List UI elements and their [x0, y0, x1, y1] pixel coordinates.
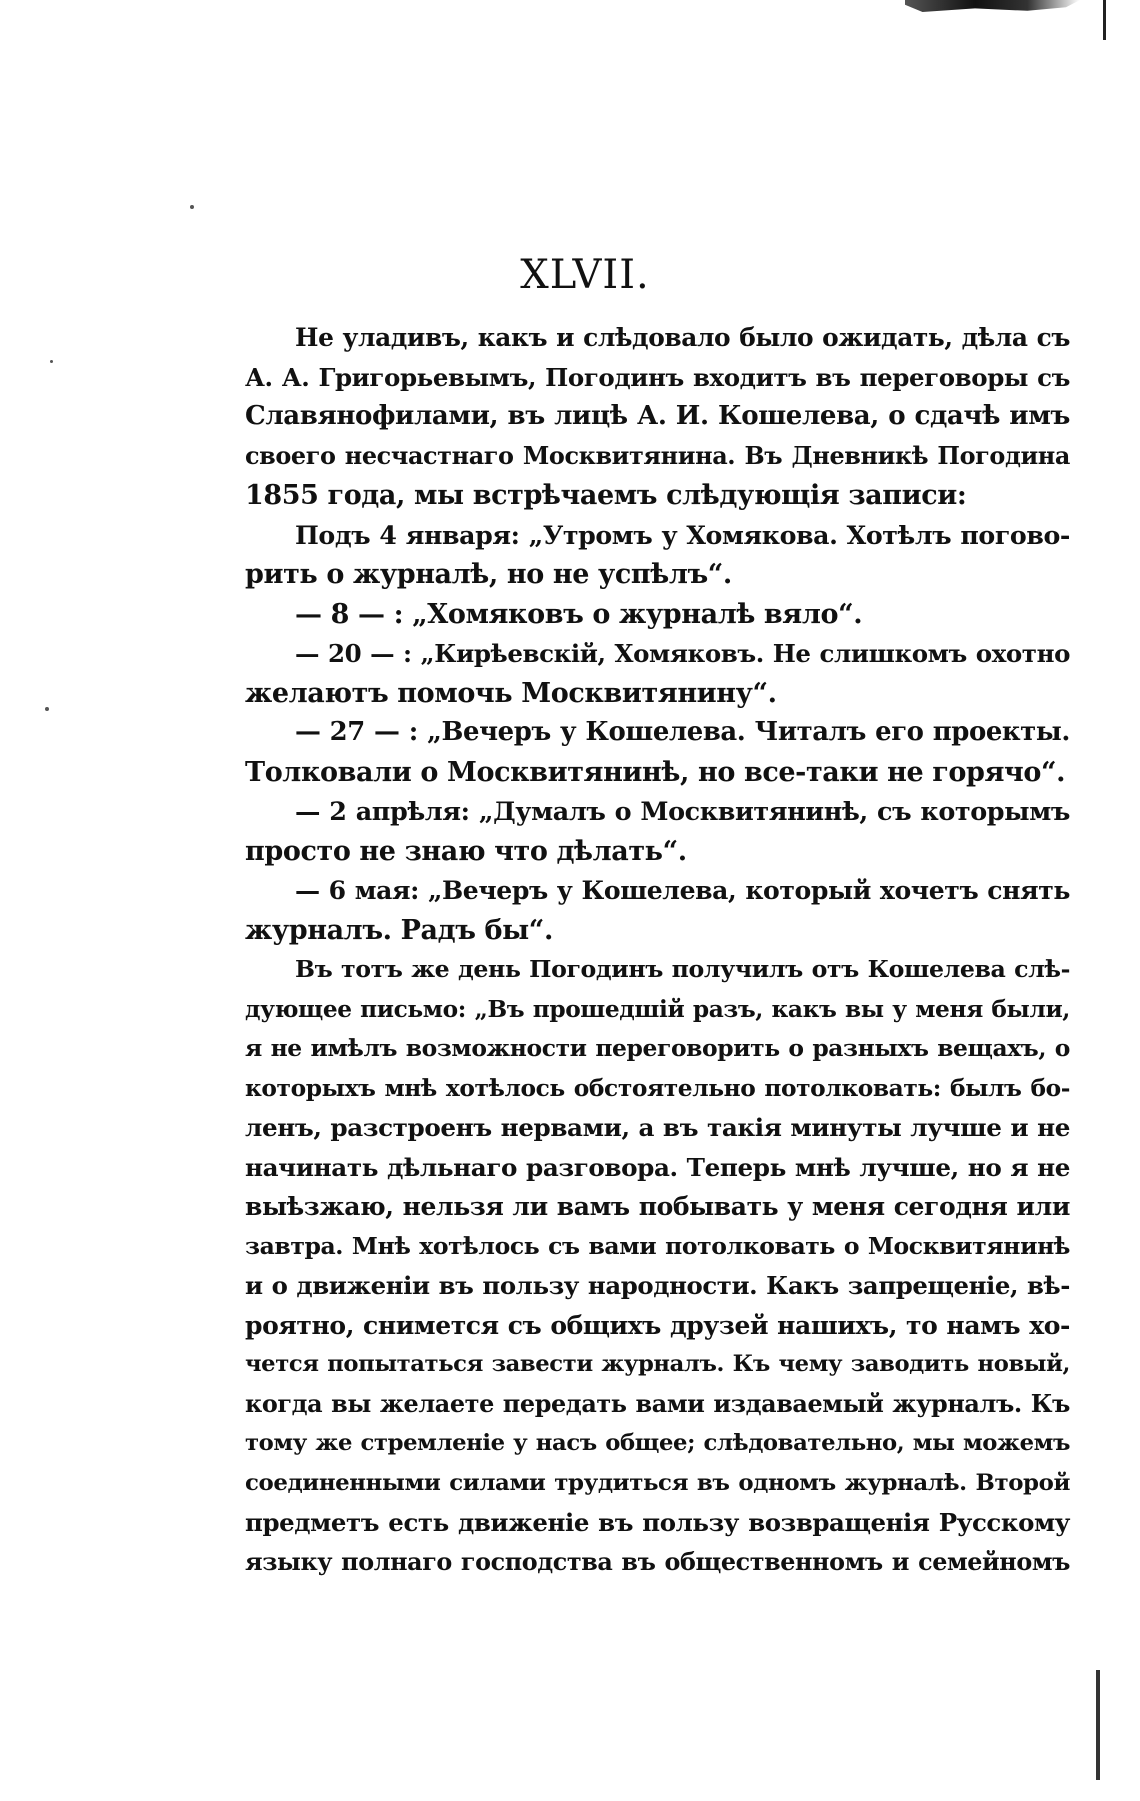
- text-line: Не уладивъ, какъ и слѣдовало было ожидать, дѣла съ: [295, 323, 1070, 352]
- text-line: я не имѣлъ возможности переговорить о разныхъ вещахъ, о: [245, 1034, 1070, 1062]
- text-line: — 6 мая: „Вечеръ у Кошелева, который хочетъ снять: [295, 875, 1070, 905]
- text-line: — 8 — : „Хомяковъ о журналѣ вяло“.: [295, 598, 863, 630]
- text-line: А. А. Григорьевымъ, Погодинъ входитъ въ переговоры съ: [245, 362, 1070, 392]
- text-line: языку полнаго господства въ общественномъ и семейномъ: [245, 1547, 1070, 1576]
- text-line: 1855 года, мы встрѣчаемъ слѣдующія записи:: [245, 480, 967, 511]
- text-line: тому же стремленіе у насъ общее; слѣдовательно, мы можемъ: [245, 1430, 1070, 1456]
- text-line: Подъ 4 января: „Утромъ у Хомякова. Хотѣлъ погово-: [295, 519, 1070, 550]
- text-line: своего несчастнаго Москвитянина. Въ Дневникѣ Погодина: [245, 441, 1070, 470]
- text-line: выѣзжаю, нельзя ли вамъ побывать у меня сегодня или: [245, 1192, 1070, 1221]
- text-line: чется попытаться завести журналъ. Къ чему заводить новый,: [245, 1351, 1070, 1377]
- text-line: соединенными силами трудиться въ одномъ журналѣ. Второй: [245, 1469, 1070, 1496]
- text-line: Славянофилами, въ лицѣ А. И. Кошелева, о сдачѣ имъ: [245, 401, 1070, 431]
- page-edge: [1103, 0, 1106, 40]
- text-line: начинать дѣльнаго разговора. Теперь мнѣ лучше, но я не: [245, 1152, 1070, 1182]
- scan-speck: [45, 707, 49, 711]
- text-line: ленъ, разстроенъ нервами, а въ такія минуты лучше и не: [245, 1113, 1070, 1142]
- text-line: завтра. Мнѣ хотѣлось съ вами потолковать о Москвитянинѣ: [245, 1231, 1070, 1260]
- text-line: журналъ. Радъ бы“.: [245, 914, 553, 946]
- text-line: Толковали о Москвитянинѣ, но все-таки не горячо“.: [245, 756, 1066, 788]
- body-text: [245, 318, 1070, 1582]
- text-line: предметъ есть движеніе въ пользу возвращенія Русскому: [245, 1508, 1070, 1537]
- text-line: Въ тотъ же день Погодинъ получилъ отъ Кошелева слѣ-: [295, 955, 1070, 983]
- text-line: — 2 апрѣля: „Думалъ о Москвитянинѣ, съ которымъ: [295, 796, 1070, 826]
- text-line: роятно, снимется съ общихъ друзей нашихъ, то намъ хо-: [245, 1310, 1070, 1340]
- text-line: когда вы желаете передать вами издаваемый журналъ. Къ: [245, 1389, 1070, 1418]
- text-line: просто не знаю что дѣлать“.: [245, 835, 687, 867]
- scan-speck: [190, 205, 194, 209]
- text-line: желаютъ помочь Москвитянину“.: [245, 677, 777, 709]
- text-line: которыхъ мнѣ хотѣлось обстоятельно потолковать: былъ бо-: [245, 1074, 1070, 1102]
- text-line: — 27 — : „Вечеръ у Кошелева. Читалъ его проекты.: [295, 717, 1070, 747]
- scan-speck: [50, 360, 53, 363]
- text-line: — 20 — : „Кирѣевскій, Хомяковъ. Не слишкомъ охотно: [295, 639, 1070, 668]
- text-line: дующее письмо: „Въ прошедшій разъ, какъ вы у меня были,: [245, 995, 1070, 1023]
- page-edge: [1096, 1670, 1100, 1780]
- scan-artifact: [905, 0, 1080, 12]
- chapter-heading: XLVII.: [520, 252, 650, 298]
- text-line: и о движеніи въ пользу народности. Какъ запрещеніе, вѣ-: [245, 1271, 1070, 1300]
- text-line: рить о журналѣ, но не успѣлъ“.: [245, 559, 732, 590]
